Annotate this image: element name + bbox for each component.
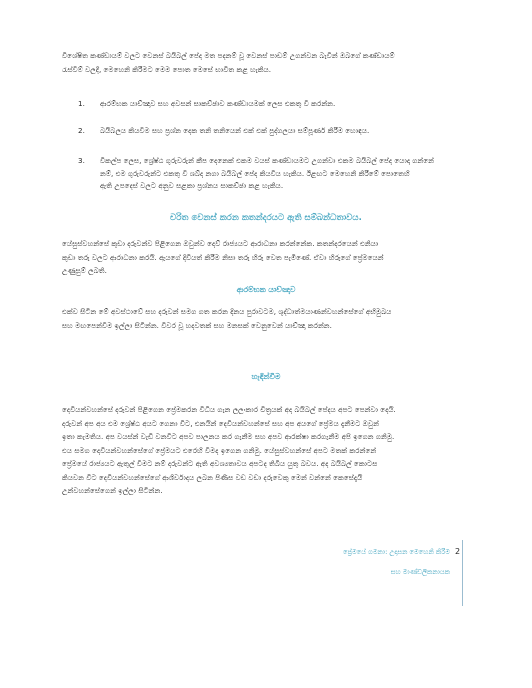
- step-number: 2.: [78, 126, 85, 135]
- section-line: කුඩා තරු වලට ආරාධනා කරයි. ඇයගේ දිවියත් කිරීම නිසා තරු හිරු වෙත පැමිණේ. ඒවා හිරුගේ ප්‍රේමයෙන්: [62, 252, 384, 262]
- list-item: [78, 98, 474, 111]
- section-line: යේසුස්වහන්සේ කුඩා දරුවන්ව පිළිගෙන ඔවුන්ව දෙව් රාජ්‍යයට ආරාධනා කරන්නේක. කතන්දරයෙන් එනියා: [62, 239, 379, 248]
- step-text: නම්, එම ගුරුවරුන්ට එකතු වී ශබ්ද නගා බයිබල් පේද කියවිය හැකිය. ඊළඟට මෙහෙනි කිරීමේ පොතෙහි: [100, 168, 410, 178]
- steps-list: [78, 98, 474, 111]
- step-number: 1.: [78, 99, 85, 108]
- steps-list: [78, 125, 474, 138]
- intro-text-line: ඉතා කැමතිය. අප වයස්න් වැඩි වනවිට අපව පාලනය කර ගැනීම සහ අපව ආරක්ෂා කරගැනීම අපි ඉගෙන ගනිමු.: [62, 432, 395, 441]
- intro-line: විශේෂිත කණ්ඩායම් වලට වෙනස් බයිබල් පේද මත පදනම් වූ වෙනස් පාඩම් උගන්වන බැවින් ඔබගේ කණ්ඩායම්: [62, 51, 395, 60]
- intro-text-line: ප්‍රේමයේ රාජ්‍යයට ඇතුල් වීමට නම් දරුවන්ට ඇති අවශ්‍යතාවය අපටද තිබිය යුතු බවය. අද බයිබල් කොටස: [62, 459, 378, 468]
- introduction-heading: හැඳින්වීම: [251, 372, 281, 381]
- footer-subtitle: සහ මාණ්ඩලිකනායක: [390, 568, 450, 576]
- list-item: [78, 155, 474, 193]
- opening-prayer-heading: ආරම්භක යාච්ඤාව: [236, 285, 296, 294]
- section-line: උණුසුම් ලබති.: [62, 266, 107, 275]
- intro-text-line: එය සමග දෙවියන්වහන්සේගේ ප්‍රේමයට එරෙහි වීමද ඉගෙන ගනිමු. යේසුස්වහන්සේ අපට මතක් කරන්නේ: [62, 445, 377, 455]
- steps-list: [78, 155, 474, 193]
- footer-title: ප්‍රේමයේ ගමනා: උදාසන මෙහෙනි කිරීම: [343, 548, 450, 556]
- opening-prayer-paragraph: [62, 305, 474, 332]
- intro-text-line: දෙවියන්වහන්සේ දරුවන් පිළිගෙන ප්‍රේමකරන විධිය ගැන ලලංකාර චිත්‍රයක් අද බයිබල් පේදය අපට පෙන්වා දෙයි.: [62, 405, 396, 414]
- step-text: ඇති උපදෙස් වලට අනුව සළකා ප්‍රශ්නය සාකච්ඡා කළ හැකිය.: [100, 181, 284, 190]
- prayer-line: එක්ව සිටින මේ අවස්ථාවේ සහ දරුවන් සමග ගත කරන දිනය පුරාවටම, ශුද්ධාත්මයාණන්වහන්සේගේ අභිමුඛය: [62, 307, 392, 316]
- intro-text-line: කියවන විට දෙවියන්වහන්සේගේ ආශිර්වාදය ලබන පිණිස වඩ වඩා දරුවෙකු මෙන් වන්නේ කෙසේදැයි: [62, 472, 363, 482]
- section-paragraph: [62, 237, 474, 278]
- prayer-line: සහ මඟපෙන්වීම ඉල්ලා සිටින්න. විවර වූ හදවතක් සහ මනසක් වෙනුවෙන් යාච්ඤා කරන්න.: [62, 320, 332, 330]
- step-text: විකල්ප ලෙස, ශ්‍රේෂ්ඨ ගුරුවරුන් කීප දෙනෙක් එකම වයස් කණ්ඩායමට උගන්වා එකම බයිබල් පේද යොදා ගන්නේ: [100, 156, 435, 165]
- step-number: 3.: [78, 156, 85, 165]
- intro-text-line: දරුවන් අප අය එම ශ්‍රේෂ්ඨ අයට ගෙනා විට, එනයින් දෙවියන්වහන්සේ සහ අප අයගේ ප්‍රේමය දැනීමට ඔවුන්: [62, 418, 380, 428]
- introduction-paragraph: [62, 403, 474, 498]
- step-text: බයිබලය කියවීම සහ ප්‍රශ්න දෙක තනි තනියෙන් එක් එක් පුද්ගලයා සම්පූර්ණ කිරීම හොඳය.: [100, 126, 370, 135]
- list-item: [78, 125, 474, 138]
- section-heading: චරිත වෙනස් කරන කතන්දරයට ඇති සම්බන්ධතාවය.: [170, 213, 362, 223]
- footer-divider: [462, 540, 463, 606]
- intro-text-line: උන්වහන්සේගෙන් ඉල්ලා සිටින්න.: [62, 486, 163, 495]
- step-text: ආරම්භක යාච්ඤාව සහ අවසන් සාකච්ඡාව කණ්ඩායමක් ලෙස එකතු වී කරන්න.: [100, 99, 336, 108]
- intro-line: රැස්වීම් වලදී, මෙහෙනි කිරීමට මෙම පොත මෙසේ භාවිත කළ හැකිය.: [62, 64, 272, 74]
- intro-paragraph: [62, 49, 474, 76]
- page-number: 2: [455, 547, 461, 556]
